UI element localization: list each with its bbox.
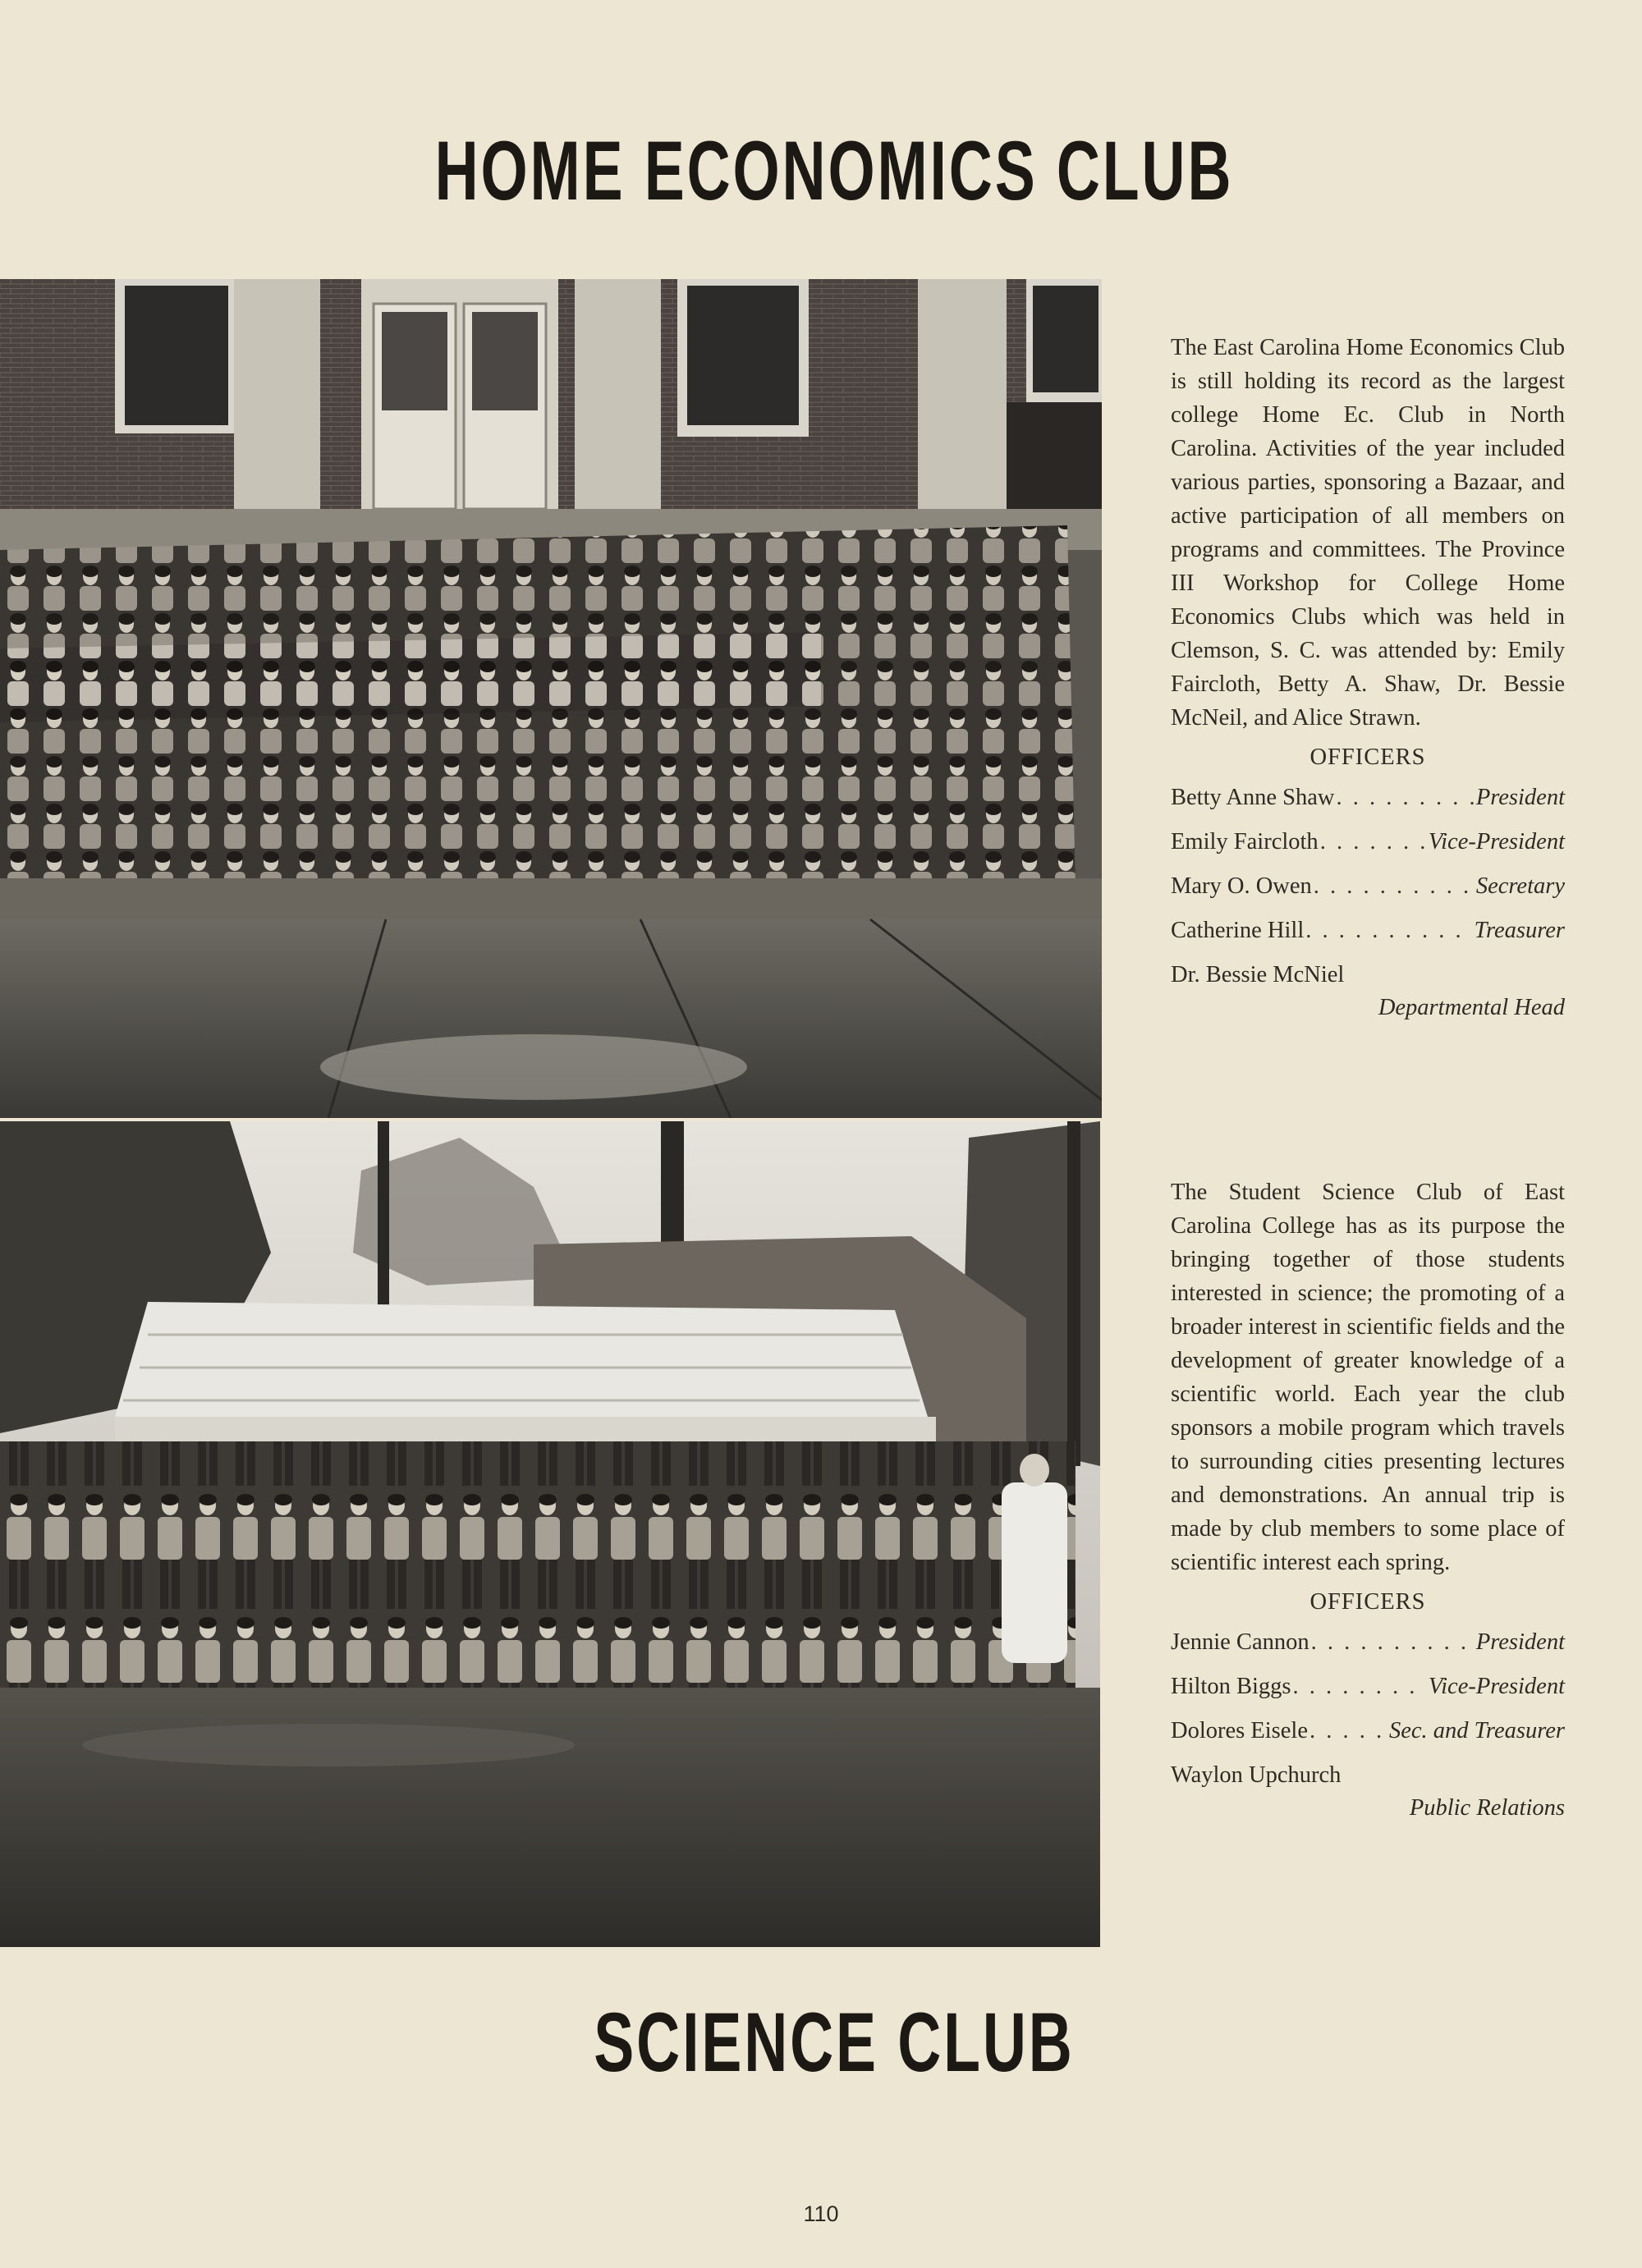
officer-row <box>1171 1625 1565 1670</box>
page-number: 110 <box>803 2202 839 2226</box>
officer-title: President <box>1475 1629 1565 1655</box>
leader-dots <box>1292 1670 1426 1703</box>
science-photo-scene <box>0 1121 1100 1947</box>
officer-name: Jennie Cannon <box>1171 1629 1309 1655</box>
leader-dots <box>1314 869 1475 903</box>
home-economics-club-text <box>1171 331 1565 1029</box>
officer-name: Catherine Hill <box>1171 918 1305 943</box>
officer-title: President <box>1475 785 1565 810</box>
officer-title: Vice-President <box>1428 829 1565 855</box>
leader-dots <box>1337 781 1475 814</box>
science-officers-heading: OFFICERS <box>1309 1589 1426 1615</box>
officer-row-department-head <box>1171 958 1565 1029</box>
officer-title: Public Relations <box>1409 1795 1565 1821</box>
leader-dots <box>1320 825 1427 859</box>
officer-name: Mary O. Owen <box>1171 873 1312 899</box>
officer-name: Dolores Eisele <box>1171 1718 1308 1743</box>
officer-row <box>1171 869 1565 914</box>
leader-dots <box>1305 914 1472 947</box>
home-economics-club-group-photo <box>0 279 1102 1118</box>
officer-name: Betty Anne Shaw <box>1171 785 1335 810</box>
science-club-text <box>1171 1175 1565 1829</box>
officer-title: Vice-President <box>1428 1674 1565 1699</box>
science-club-group-photo <box>0 1121 1100 1947</box>
home-economics-officers-heading: OFFICERS <box>1309 745 1426 770</box>
officer-row <box>1171 1670 1565 1714</box>
officer-row <box>1171 825 1565 869</box>
home-ec-photo-scene <box>0 279 1102 1118</box>
officer-name: Waylon Upchurch <box>1171 1762 1342 1788</box>
leader-dots <box>1311 1625 1475 1659</box>
science-club-title: SCIENCE CLUB <box>594 1995 1075 2089</box>
officer-title: Sec. and Treasurer <box>1388 1718 1565 1743</box>
leader-dots <box>1309 1714 1387 1748</box>
officer-name: Emily Faircloth <box>1171 829 1319 855</box>
science-club-description: The Student Science Club of East Carolina College has as its purpose the bringing together of those students interested in science; the promoting of a broader interest in scientific fields and the development of greater knowledge of a scientific world. Each year the club sponsors a mobile program which travels to surrounding cities presenting lectures and demonstrations. An annual trip is made by club members to some place of scientific interest each spring. <box>1171 1180 1565 1575</box>
officer-name: Hilton Biggs <box>1171 1674 1291 1699</box>
home-economics-club-description: The East Carolina Home Economics Club is still holding its record as the largest college Home Ec. Club in North Carolina. Activities of the year included various parties, sponsoring a Bazaar, and active participation of all members on programs and committees. The Province III Workshop for College Home Economics Clubs which was held in Clemson, S. C. was attended by: Emily Faircloth, Betty A. Shaw, Dr. Bessie McNeil, and Alice Strawn. <box>1171 335 1565 731</box>
officer-title: Secretary <box>1475 873 1565 899</box>
officer-row <box>1171 781 1565 825</box>
home-economics-club-title: HOME ECONOMICS CLUB <box>434 124 1234 218</box>
officer-row <box>1171 1714 1565 1758</box>
officer-row <box>1171 914 1565 958</box>
officer-row-public-relations <box>1171 1758 1565 1829</box>
officer-title: Treasurer <box>1474 918 1565 943</box>
officer-title: Departmental Head <box>1378 995 1565 1020</box>
officer-name: Dr. Bessie McNiel <box>1171 962 1345 987</box>
